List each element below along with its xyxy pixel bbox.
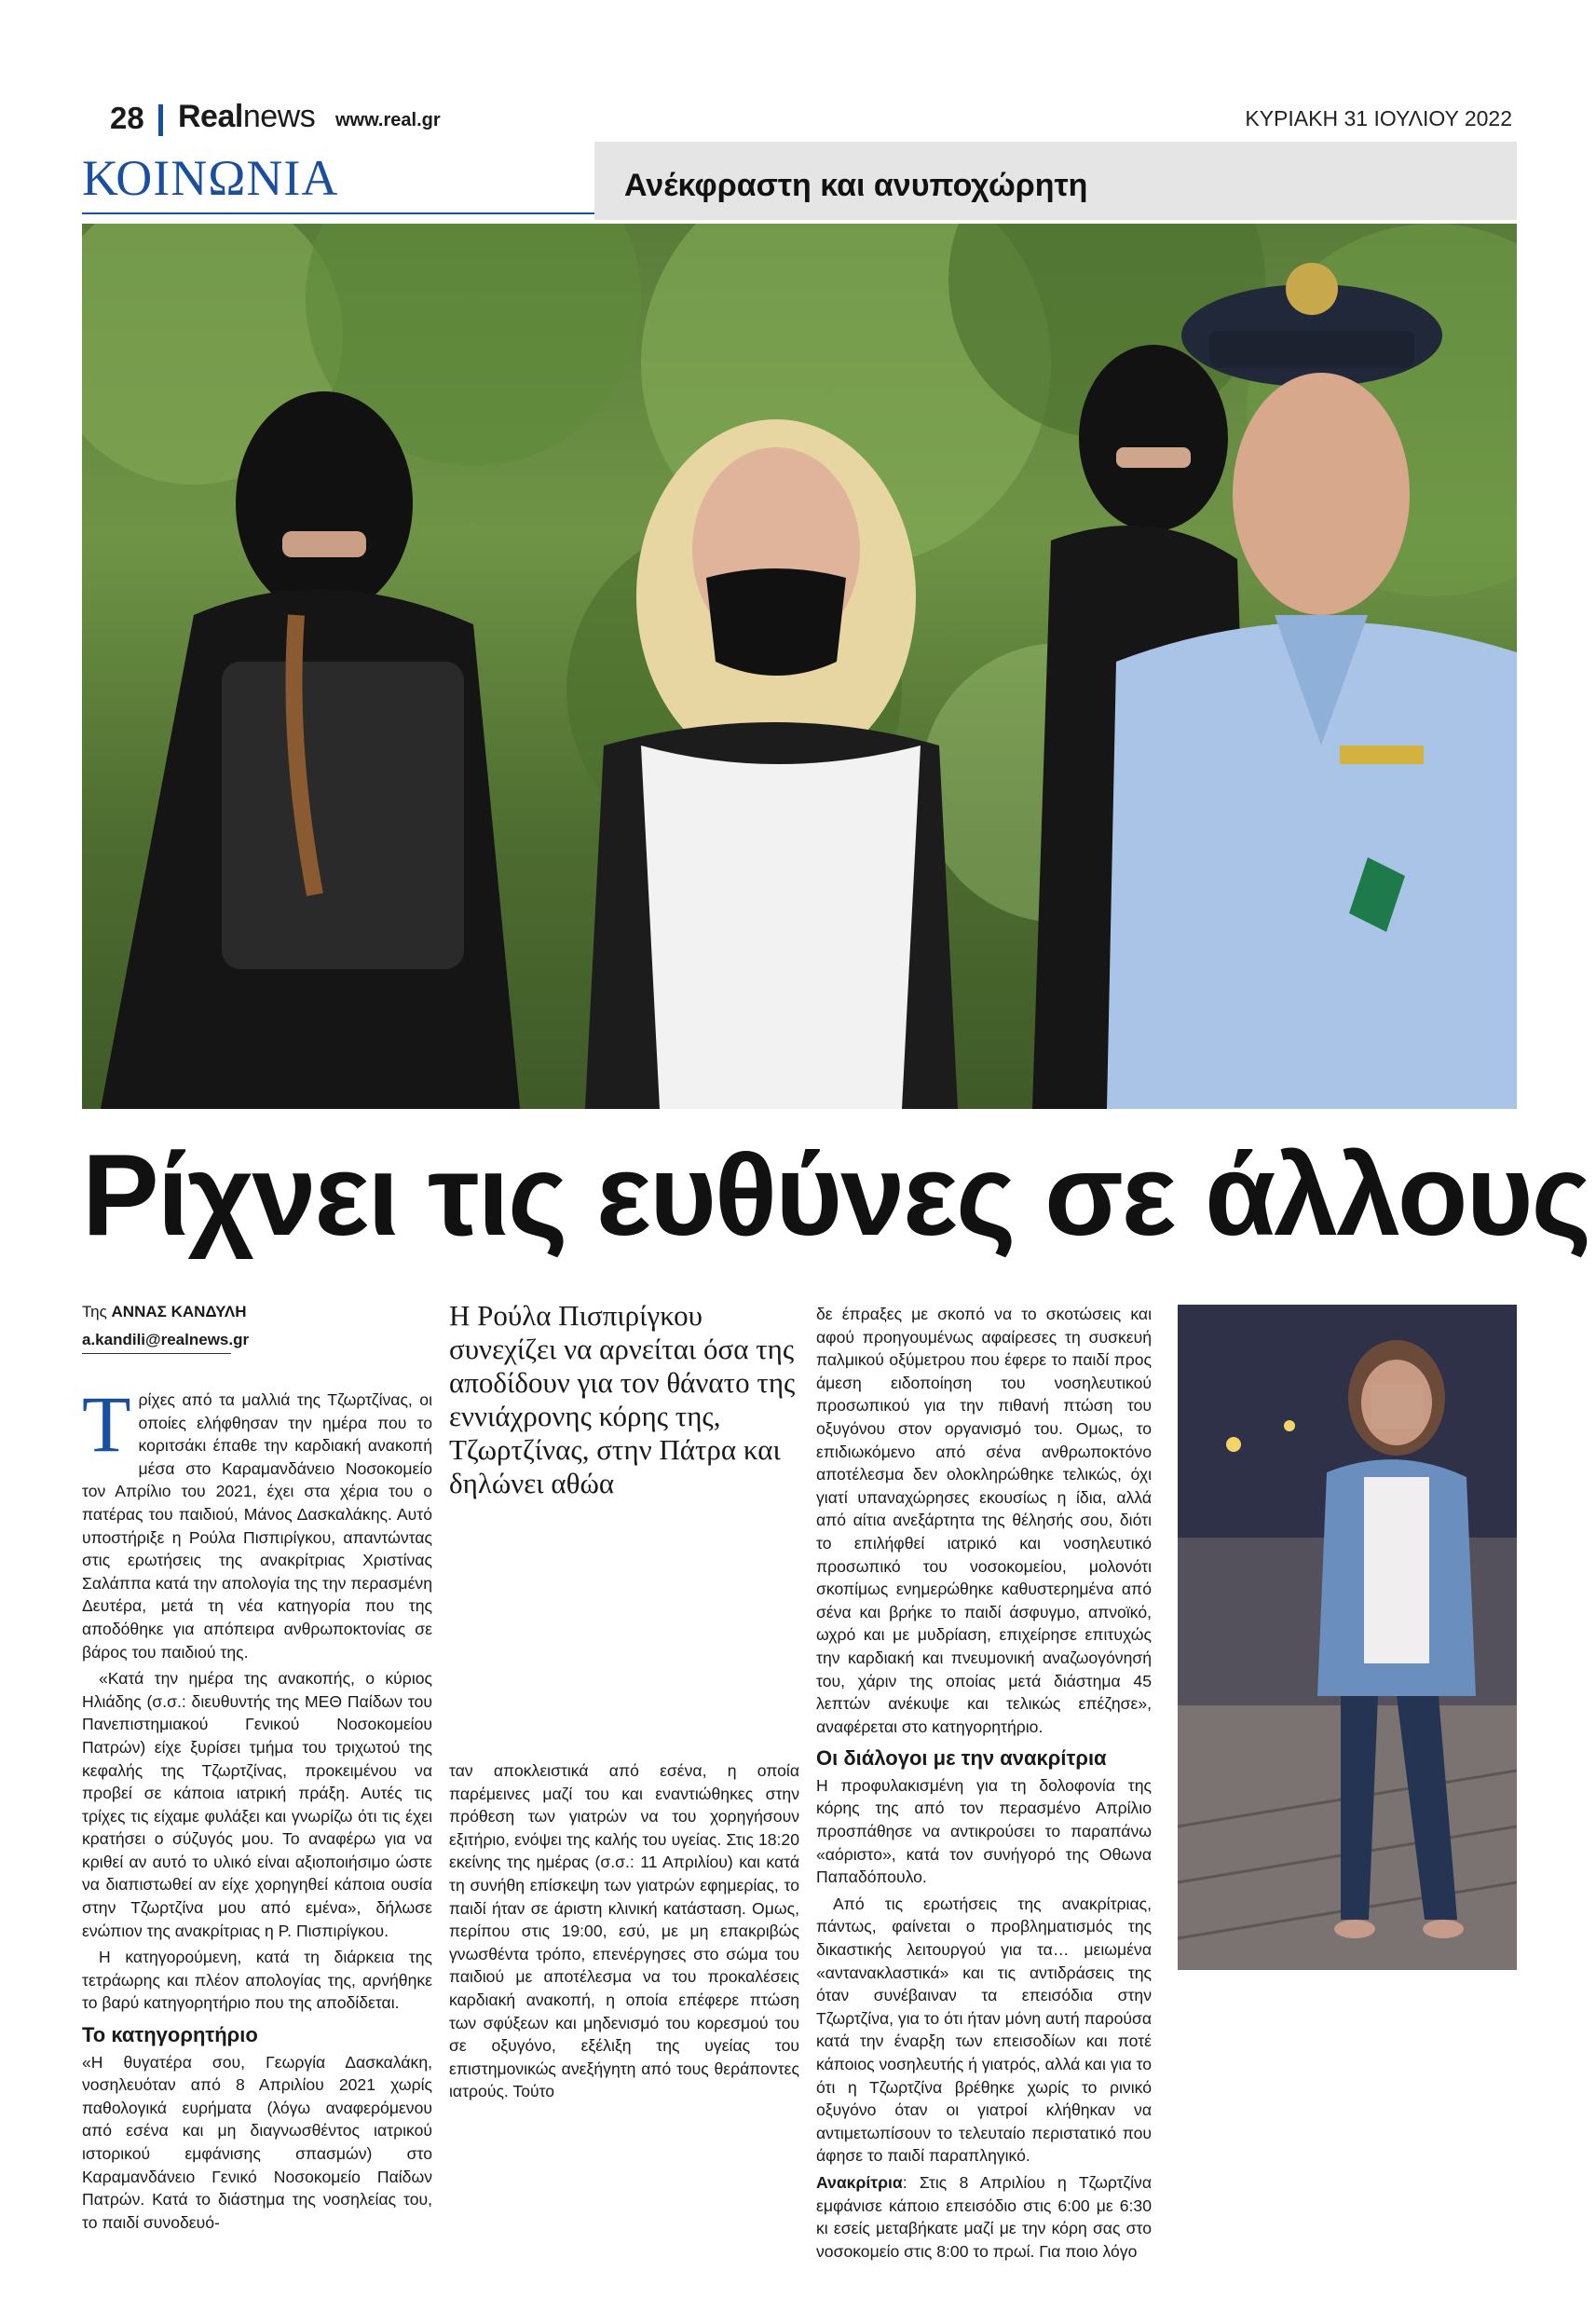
speaker-label: Ανακρίτρια xyxy=(816,2172,903,2192)
paragraph: ρίχες από τα μαλλιά της Τζωρτζίνας, οι οποίες ελήφθησαν την ημέρα που το κοριτσάκι έπαθε την καρδιακή ανακοπή μέσα στο Καραμανδάνειο Νοσοκομείο τον Απρίλιο του 2021, έχει στα χέρια του ο πατέρας του παιδιού, Μάνος Δασκαλάκης. Αυτό υποστήριξε η Ρούλα Πισπιρίγκου, απαντώντας στις ερωτήσεις της ανακρίτριας Χριστίνας Σαλάππα κατά την απολογία της την περασμένη Δευτέρα, μετά τη νέα κατηγορία που της αποδόθηκε για απόπειρα ανθρωποκτονίας σε βάρος του παιδιού της. xyxy=(82,1390,432,1662)
byline-prefix: Της xyxy=(82,1303,107,1320)
paragraph: : Στις 8 Απριλίου η Τζωρτζίνα εμφάνισε κάποιο επεισόδιο στις 6:00 με 6:30 κι εσείς μεταβήκατε μαζί με την κόρη σας στο νοσοκομείο στις 8:00 το πρωί. Για ποιο λόγο xyxy=(816,2172,1152,2261)
side-photo xyxy=(1178,1305,1517,1970)
byline-author: ΑΝΝΑΣ ΚΑΝΔΥΛΗ xyxy=(111,1303,247,1320)
issue-date: ΚΥΡΙΑΚΗ 31 ΙΟΥΛΙΟΥ 2022 xyxy=(1245,106,1512,130)
article-column-2 xyxy=(449,1759,799,2107)
brand-url: www.real.gr xyxy=(335,110,441,130)
section-rule xyxy=(82,212,594,214)
headline: Ρίχνει τις ευθύνες σε άλλους xyxy=(82,1131,1590,1260)
paragraph: Η κατηγορούμενη, κατά τη διάρκεια της τετράωρης και πλέον απολογίας της, αρνήθηκε το βαρύ κατηγορητήριο που της αποδίδεται. xyxy=(82,1948,432,2013)
paragraph: Η προφυλακισμένη για τη δολοφονία της κόρης της από τον περασμένο Απρίλιο προσπάθησε να αντικρούσει το παραπάνω «αόριστο», κατά τον συνήγορό της Οθωνα Παπαδόπουλο. xyxy=(816,1775,1152,1887)
drop-cap: Τ xyxy=(82,1379,131,1469)
section-title: ΚΟΙΝΩΝΙΑ xyxy=(82,150,339,206)
page-number: 28 xyxy=(110,101,144,135)
byline-rule xyxy=(82,1353,231,1354)
brand-bold: Real xyxy=(178,99,243,134)
header-divider xyxy=(158,104,163,136)
main-photo xyxy=(82,224,1517,1109)
subheading: Οι διάλογοι με την ανακρίτρια xyxy=(816,1746,1107,1771)
article-column-3 xyxy=(816,1303,1152,2266)
main-photo-illustration xyxy=(82,224,1517,1109)
paragraph: «Η θυγατέρα σου, Γεωργία Δασκαλάκη, νοσηλευόταν από 8 Απριλίου 2021 χωρίς παθολογικά ευρήματα (λόγω αναφερόμενου από εσένα και μη διαγνωσθέντος ιατρικού ιστορικού εμφάνισης σπασμών) στο Καραμανδάνειο Γενικό Νοσοκομείο Παίδων Πατρών. Κατά το διάστημα της νοσηλείας του, το παιδί συνοδευό- xyxy=(82,2052,432,2232)
paragraph: δε έπραξες με σκοπό να το σκοτώσεις και αφού προηγουμένως αφαίρεσες τη συσκευή παλμικού οξύμετρου που έφερε το παιδί προς άμεση ειδοποίηση του νοσηλευτικού προσωπικού για την πιθανή πτώση του οξυγόνου στον οργανισμό του. Ομως, το επιδιωκόμενο από σένα ανθρωποκτόνο αποτέλεσμα δεν ολοκληρώθηκε τελικώς, όχι γιατί υπαναχώρησες εκουσίως η ίδια, αλλά από αίτια ανεξάρτητα της θέλησής σου, διότι το επιλήφθεί ιατρικό και νοσηλευτικό προσωπικό του νοσοκομείου, μολονότι σκοπίμως ενημερώθηκε καθυστερημένα από σένα και βρήκε το παιδί άσφυγμο, απνοϊκό, ωχρό και με μυδρίαση, επιχείρησε επιτυχώς την καρδιακή και πνευμονική αναζωογόνησή του, χάριν της οποίας μετά διάστημα 45 λεπτών ανέκυψε και τελικώς επέζησε», αναφέρεται στο κατηγορητήριο. xyxy=(816,1305,1152,1736)
paragraph: Από τις ερωτήσεις της ανακρίτριας, πάντως, φαίνεται ο προβληματισμός της δικαστικής λειτουργού για τα… μειωμένα «αντανακλαστικά» και τις αντιδράσεις της όταν συνέβαιναν τα επεισόδια στην Τζωρτζίνα, για το ότι ήταν μόνη αυτή παρούσα κατά την έναρξη των επεισοδίων και ποτέ κάποιος νοσηλευτής ή γιατρός, αλλά και για το ότι η Τζωρτζίνα βρέθηκε χωρίς το ρινικό οξυγόνο όταν οι γιατροί κλήθηκαν να αντιμετωπίσουν το τελευταίο περιστατικό που άφησε το παιδί παραπληγικό. xyxy=(816,1894,1153,2166)
side-photo-illustration xyxy=(1178,1305,1517,1970)
paragraph: ταν αποκλειστικά από εσένα, η οποία παρέμεινες μαζί του και εναντιώθηκες στην πρόθεση των γιατρών να του χορηγήσουν εξιτήριο, ενόψει της καλής του υγείας. Στις 18:20 εκείνης της ημέρας (σ.σ.: 11 Απριλίου) και κατά τη συνήθη επίσκεψη των γιατρών εφημερίας, το παιδί ήταν σε άριστη κλινική κατάσταση. Ομως, περίπου στις 19:00, εσύ, με μη επακριβώς γνωσθέντα τρόπο, επενέργησες στο σώμα του παιδιού με αποτέλεσμα να του προκαλέσεις καρδιακή ανακοπή, η οποία επέφερε πτώση των σφύξεων και μηδενισμό του κορεσμού του σε οξυγόνο, εξέλιξη της υγείας του επιστημονικώς ανεξήγητη από τους θεράποντες ιατρούς. Τούτο xyxy=(449,1761,799,2101)
subheading: Το κατηγορητήριο xyxy=(82,2023,258,2047)
brand-logo xyxy=(178,99,315,135)
pull-quote: Η Ρούλα Πισπιρίγκου συνεχίζει να αρνείται όσα της αποδίδουν για τον θάνατο της εννιάχρονης κόρης της, Τζωρτζίνας, στην Πάτρα και δηλώνει αθώα xyxy=(449,1299,796,1499)
kicker-text: Ανέκφραστη και ανυποχώρητη xyxy=(624,168,1088,203)
article-column-1 xyxy=(82,1379,432,2237)
brand-thin: news xyxy=(242,99,316,134)
byline xyxy=(82,1303,246,1321)
paragraph: «Κατά την ημέρα της ανακοπής, ο κύριος Ηλιάδης (σ.σ.: διευθυντής της ΜΕΘ Παίδων του Πανεπιστημιακού Γενικού Νοσοκομείου Πατρών) είχε ξυρίσει τμήμα του τριχωτού της κεφαλής της Τζωρτζίνας, προκειμένου να προβεί σε κάποια ιατρική πράξη. Αυτές τις τρίχες τις είχαμε φυλάξει και γνωρίζω ότι τις έχει κρατήσει ο σύζυγός μου. Το αναφέρω για να κριθεί αν αυτό το υλικό είναι αξιοποιήσιμο ώστε να διαπιστωθεί αν είχε χορηγηθεί κάποια ουσία στην Τζωρτζίνα μου από εμένα», δήλωσε ενώπιον της ανακρίτριας η Ρ. Πισπιρίγκου. xyxy=(82,1669,432,1940)
author-email: a.kandili@realnews.gr xyxy=(82,1331,250,1348)
